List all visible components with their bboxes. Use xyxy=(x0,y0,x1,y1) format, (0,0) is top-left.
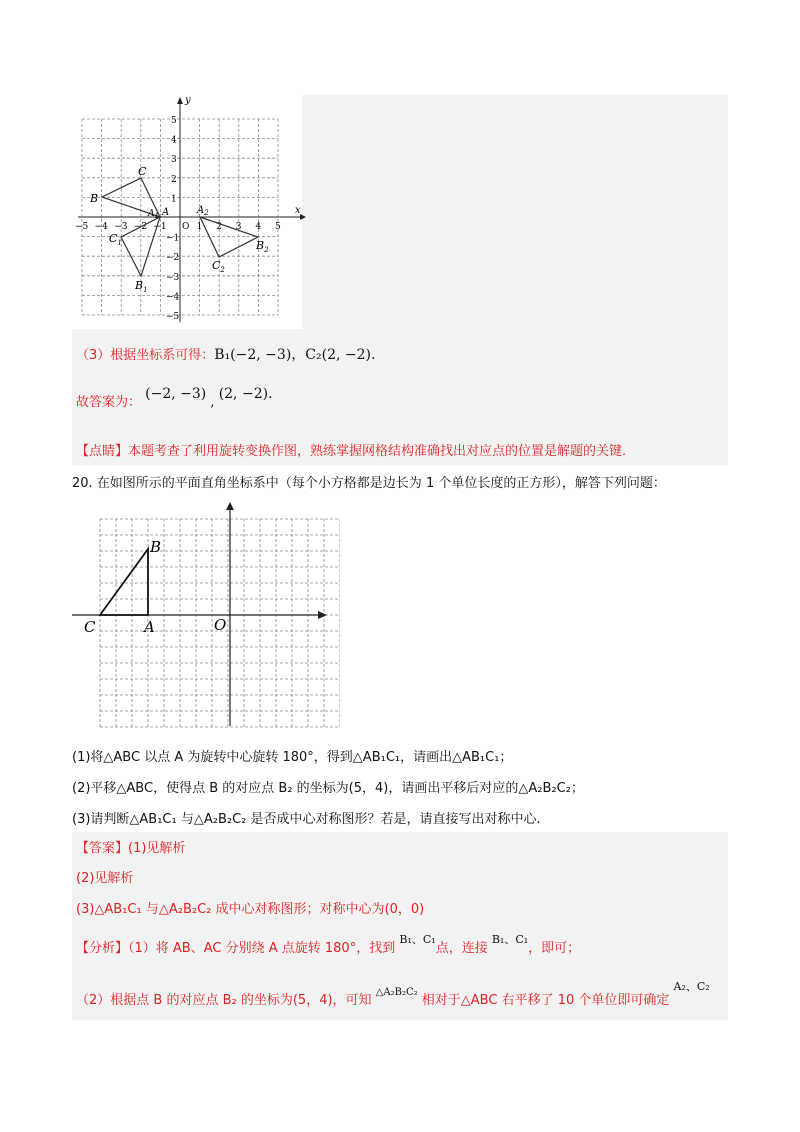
problem-20-part3: (3)请判断△AB₁C₁ 与△A₂B₂C₂ 是否成中心对称图形？若是，请直接写出对称中心. xyxy=(72,812,541,827)
y-tick-label: 2 xyxy=(171,174,177,185)
solution-20-line3: (3)△AB₁C₁ 与△A₂B₂C₂ 成中心对称图形；对称中心为(0，0) xyxy=(76,902,425,917)
x-tick-label: −4 xyxy=(94,222,108,232)
answer-tag: 【答案】 xyxy=(76,841,129,856)
y-tick-label: −3 xyxy=(166,272,180,283)
x-tick-label: 4 xyxy=(255,222,262,232)
x-tick-label: 3 xyxy=(235,222,242,232)
solution-19-comment: 【点睛】本题考查了利用旋转变换作图，熟练掌握网格结构准确找出对应点的位置是解题的关键. xyxy=(76,444,627,459)
y-tick-label: 1 xyxy=(171,194,177,205)
figure-19-point-B2: $B_2$ xyxy=(256,239,269,254)
x-tick-label: 1 xyxy=(196,222,203,232)
figure-19-point-A2: $A_2$ xyxy=(197,205,209,217)
solution-20-answer: 【答案】(1)见解析 xyxy=(76,841,186,856)
x-tick-label: 2 xyxy=(216,222,222,232)
figure-20-label-O: O xyxy=(214,616,227,634)
y-tick-label: −1 xyxy=(166,233,180,244)
problem-20-stem: 20. 在如图所示的平面直角坐标系中（每个小方格都是边长为 1 个单位长度的正方形），解答下列问题： xyxy=(72,476,666,491)
x-tick-label: 5 xyxy=(275,222,281,232)
solution-19-part3: （3）根据坐标系可得：B₁(−2, −3)，C₂(2, −2). xyxy=(76,347,376,363)
solution-20-line6: （2）根据点 B 的对应点 B₂ 的坐标为(5，4)，可知 $^{\triangle A_2B_2C_2}$ 相对于△ABC 右平移了 10 个单位即可确定 $^{A_2、C_2}$ xyxy=(76,980,710,1008)
problem-20-part1: (1)将△ABC 以点 A 为旋转中心旋转 180°，得到△AB₁C₁，请画出△AB₁C₁； xyxy=(72,750,513,765)
figure-19-point-C: C xyxy=(138,165,147,178)
figure-19-y-label: y xyxy=(185,95,191,106)
figure-19-point-C2: $C_2$ xyxy=(212,259,225,274)
x-tick-label: −2 xyxy=(133,222,148,232)
figure-20-label-C: C xyxy=(84,618,96,636)
y-tick-label: −4 xyxy=(166,292,180,303)
x-tick-label: −3 xyxy=(114,222,128,232)
y-tick-label: 3 xyxy=(171,155,177,166)
figure-19-point-B1: $B_1$ xyxy=(135,279,148,294)
triangle-ABC-fig20 xyxy=(100,549,148,615)
solution-19-answer: 故答案为： (−2, −3) , (2, −2). xyxy=(76,386,273,410)
y-tick-label: −5 xyxy=(166,312,180,322)
figure-19-point-C1: $C_1$ xyxy=(109,232,122,247)
solution-20-analysis: 【分析】（1）将 AB、AC 分别绕 A 点旋转 180°，找到 $^{B_1、C_1}$点，连接 $^{B_1、C_1}$，即可； xyxy=(76,933,581,956)
figure-19-coordinate-grid xyxy=(72,92,312,332)
y-tick-label: 4 xyxy=(171,135,177,146)
figure-19-point-A1: $A_1$ xyxy=(148,209,159,220)
x-tick-label: −5 xyxy=(75,222,89,232)
origin-label: O xyxy=(182,222,190,232)
figure-19-point-A: A xyxy=(162,207,170,218)
analysis-tag: 【分析】 xyxy=(76,941,129,956)
figure-20-label-B: B xyxy=(150,538,162,556)
comment-tag: 【点睛】 xyxy=(76,444,129,459)
problem-20-part2: (2)平移△ABC，使得点 B 的对应点 B₂ 的坐标为(5，4)，请画出平移后对应的△A₂B₂C₂； xyxy=(72,781,584,796)
figure-20-coordinate-grid xyxy=(70,500,340,732)
y-tick-label: −2 xyxy=(166,253,180,264)
solution-20-line2: (2)见解析 xyxy=(76,871,134,886)
x-tick-label: −1 xyxy=(153,222,167,232)
y-tick-label: 5 xyxy=(171,116,177,126)
figure-20-label-A: A xyxy=(144,618,155,636)
figure-19-point-B: B xyxy=(90,192,99,205)
figure-19-x-label: x xyxy=(295,205,301,216)
